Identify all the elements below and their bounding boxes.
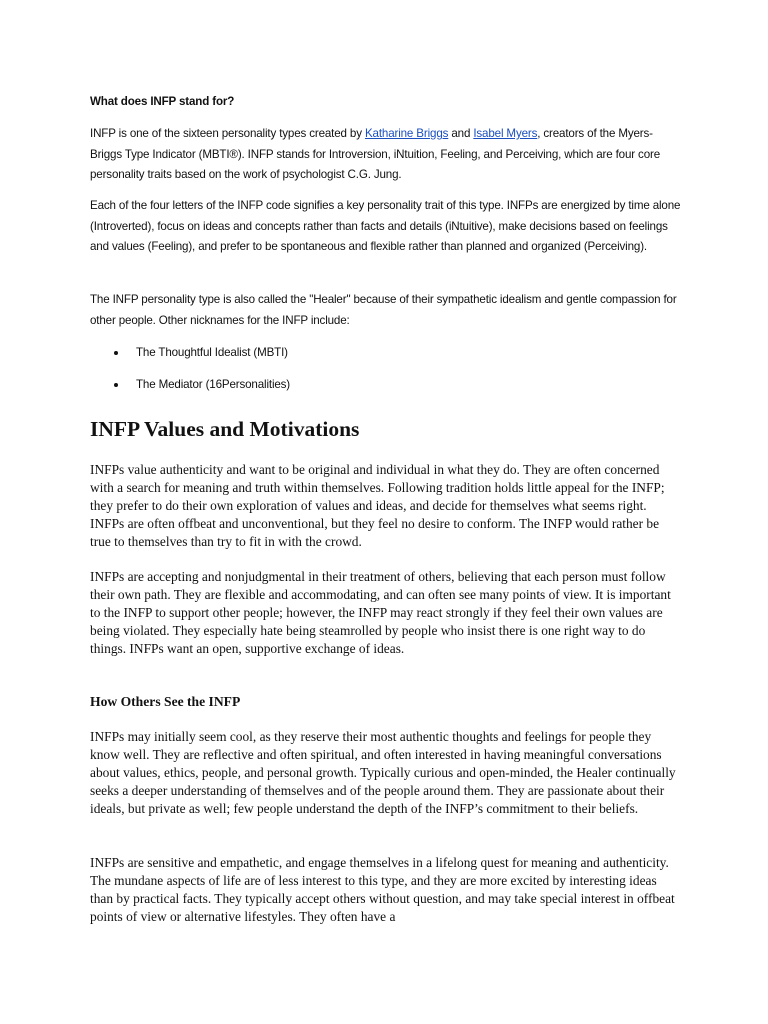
nickname-list [90,343,682,407]
intro-text-and: and [448,127,474,140]
list-item [90,375,682,407]
section-heading: INFP Values and Motivations [90,417,360,441]
bullet-icon [114,351,118,355]
intro-text-end: , creators of the Myers-Briggs Type Indicator (MBTI®). INFP stands for Introversion, iNtuition, Feeling, and Perceiving, which are four core personality traits based on the work of psychologist C.G. Jung. [90,127,661,181]
values-paragraph-2: INFPs are accepting and nonjudgmental in their treatment of others, believing that each person must follow their own path. They are flexible and accommodating, and can often see many points of view. It is important to the INFP to support other people; however, the INFP may react strongly if they feel their own values are being violated. They especially hate being steamrolled by people who insist there is one right way to do things. INFPs want an open, supportive exchange of ideas. [90,569,671,656]
others-paragraph-1: INFPs may initially seem cool, as they reserve their most authentic thoughts and feelings for people they know well. They are reflective and often spiritual, and often interested in having meaningful conversations about values, ethics, people, and personal growth. Typically curious and open-minded, the Healer continually seeks a deeper understanding of themselves and of the people around them. They are passionate about their ideals, but private as well; few people understand the depth of the INFP’s commitment to their beliefs. [90,729,676,816]
others-paragraph-2: INFPs are sensitive and empathetic, and engage themselves in a lifelong quest for meaning and authenticity. The mundane aspects of life are of less interest to this type, and they are more excited by interesting ideas than by practical facts. They typically accept others without question, and may take special interest in offbeat points of view or alternative lifestyles. They often have a [90,855,675,924]
intro-paragraph [90,124,682,186]
question-heading: What does INFP stand for? [90,95,235,108]
bullet-icon [114,383,118,387]
list-item [90,343,682,375]
letters-paragraph: Each of the four letters of the INFP code signifies a key personality trait of this type. INFPs are energized by time alone (Introverted), focus on ideas and concepts rather than facts and details (iNtuitive), make decisions based on feelings and values (Feeling), and prefer to be spontaneous and flexible rather than planned and organized (Perceiving). [90,199,681,253]
healer-paragraph: The INFP personality type is also called the "Healer" because of their sympathetic idealism and gentle compassion for other people. Other nicknames for the INFP include: [90,293,677,327]
values-paragraph-1: INFPs value authenticity and want to be original and individual in what they do. They are often concerned with a search for meaning and truth within themselves. Following tradition holds little appeal for the INFP; they prefer to do their own exploration of values and ideas, and decide for themselves what seems right. INFPs are often offbeat and unconventional, but they feel no desire to conform. The INFP would rather be true to themselves than try to fit in with the crowd. [90,462,665,549]
katharine-briggs-link[interactable]: Katharine Briggs [364,127,449,140]
subsection-heading: How Others See the INFP [90,694,241,709]
list-item-text: The Thoughtful Idealist (MBTI) [136,346,288,359]
intro-text-start: INFP is one of the sixteen personality types created by [90,127,365,140]
list-item-text: The Mediator (16Personalities) [136,378,291,391]
isabel-myers-link[interactable]: Isabel Myers [473,127,538,140]
